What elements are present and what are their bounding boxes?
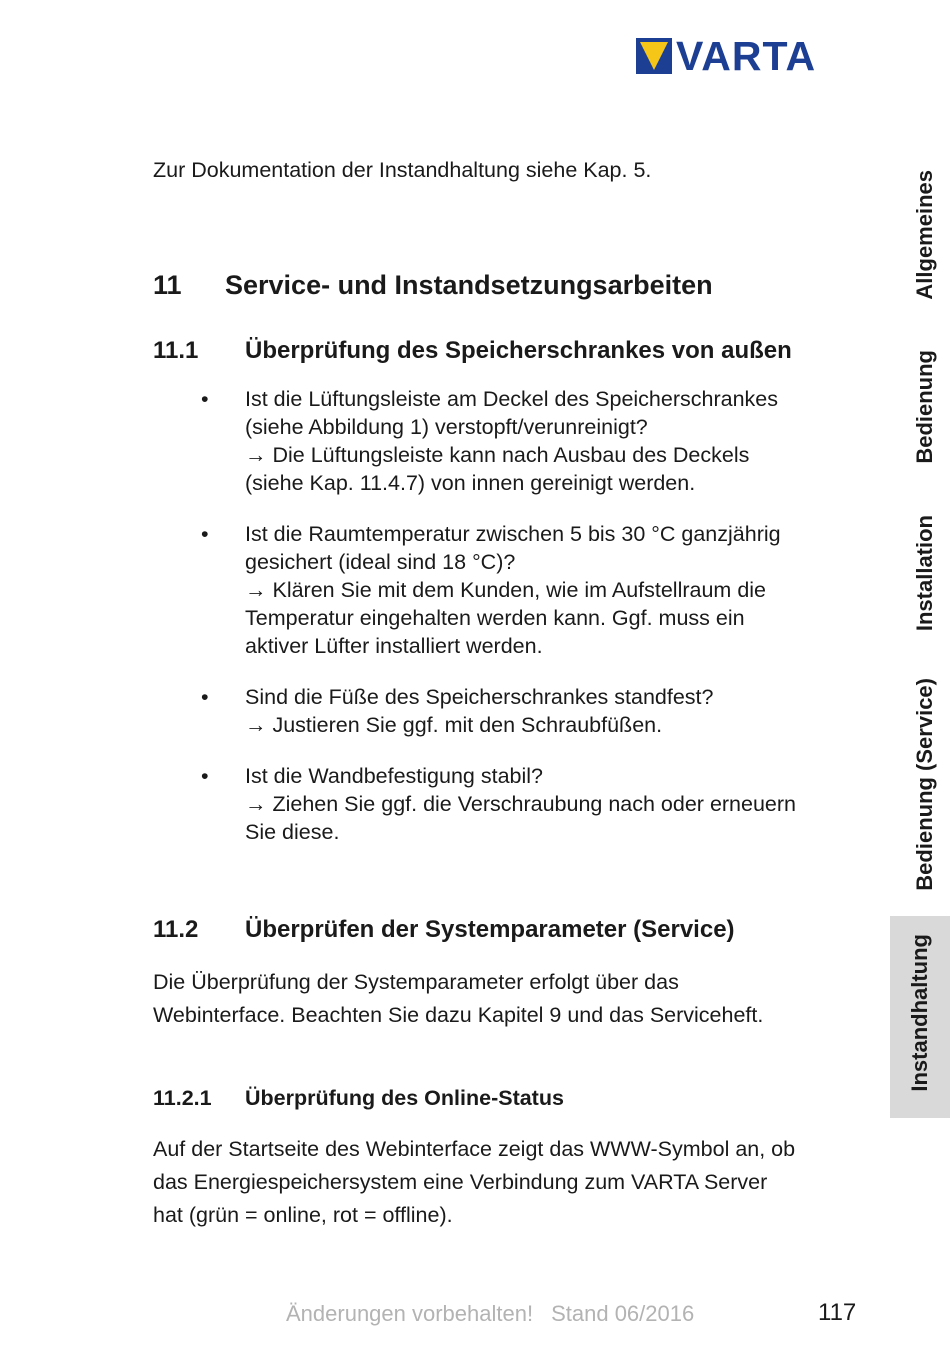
varta-logo (636, 33, 848, 79)
paragraph-line: Auf der Startseite des Webinterface zeigt das WWW-Symbol an, ob (153, 1137, 796, 1161)
tab-instandhaltung-label: Instandhaltung (907, 934, 932, 1092)
varta-logo-icon (636, 38, 672, 74)
tab-instandhaltung[interactable] (890, 916, 950, 1118)
bullet-line: aktiver Lüfter installiert werden. (245, 634, 543, 658)
section-11-2-paragraph (153, 966, 853, 1032)
paragraph-line: hat (grün = online, rot = offline). (153, 1203, 453, 1227)
section-11-2-1-title: Überprüfung des Online-Status (245, 1086, 564, 1110)
bullet-line: gesichert (ideal sind 18 °C)? (245, 550, 516, 574)
section-11-heading (153, 270, 713, 301)
intro-text: Zur Dokumentation der Instandhaltung siehe Kap. 5. (153, 158, 652, 182)
paragraph-line: Die Überprüfung der Systemparameter erfolgt über das (153, 970, 679, 994)
bullet-line: (siehe Abbildung 1) verstopft/verunreinigt? (245, 415, 648, 439)
footer-date: Stand 06/2016 (551, 1301, 695, 1326)
section-11-1-number: 11.1 (153, 337, 199, 364)
section-11-2-1-paragraph (153, 1133, 853, 1232)
bullet-marker: • (201, 387, 209, 411)
checklist-item (153, 762, 853, 846)
tab-allgemeines-label: Allgemeines (912, 170, 937, 300)
paragraph-line: Webinterface. Beachten Sie dazu Kapitel 9 und das Serviceheft. (153, 1003, 764, 1027)
tab-bedienung-label: Bedienung (912, 350, 937, 464)
bullet-line: Sind die Füße des Speicherschrankes standfest? (245, 685, 714, 709)
bullet-line: → Ziehen Sie ggf. die Verschraubung nach oder erneuern (245, 792, 797, 816)
bullet-line: Sie diese. (245, 820, 340, 844)
checklist-item (153, 520, 853, 660)
page-number: 117 (818, 1299, 857, 1326)
section-11-1-title: Überprüfung des Speicherschrankes von außen (245, 337, 792, 364)
tab-allgemeines[interactable] (905, 170, 945, 312)
section-11-2-number: 11.2 (153, 916, 199, 943)
bullet-line: → Die Lüftungsleiste kann nach Ausbau des Deckels (245, 443, 750, 467)
checklist (153, 385, 853, 869)
tab-bedienung[interactable] (905, 350, 945, 475)
varta-logo-text: VARTA (676, 33, 817, 79)
checklist-item (153, 683, 853, 739)
tab-installation-label: Installation (912, 515, 937, 632)
section-11-2-1-number: 11.2.1 (153, 1086, 212, 1110)
section-11-number: 11 (153, 270, 182, 300)
bullet-line: Ist die Wandbefestigung stabil? (245, 764, 543, 788)
section-11-2-heading (153, 916, 735, 944)
paragraph-line: das Energiespeichersystem eine Verbindung zum VARTA Server (153, 1170, 768, 1194)
bullet-line: Ist die Raumtemperatur zwischen 5 bis 30 °C ganzjährig (245, 522, 781, 546)
bullet-line: (siehe Kap. 11.4.7) von innen gereinigt werden. (245, 471, 696, 495)
tab-bedienung-service-label: Bedienung (Service) (912, 678, 937, 891)
bullet-marker: • (201, 764, 209, 788)
bullet-marker: • (201, 685, 209, 709)
footer-note (286, 1301, 694, 1327)
bullet-line: Temperatur eingehalten werden kann. Ggf. muss ein (245, 606, 745, 630)
tab-installation[interactable] (905, 515, 945, 640)
checklist-item (153, 385, 853, 497)
section-11-2-title: Überprüfen der Systemparameter (Service) (245, 916, 735, 943)
bullet-marker: • (201, 522, 209, 546)
bullet-line: Ist die Lüftungsleiste am Deckel des Speicherschrankes (245, 387, 778, 411)
section-11-1-heading (153, 337, 792, 365)
bullet-line: → Justieren Sie ggf. mit den Schraubfüßen. (245, 713, 663, 737)
bullet-line: → Klären Sie mit dem Kunden, wie im Aufstellraum die (245, 578, 767, 602)
section-11-title: Service- und Instandsetzungsarbeiten (225, 270, 713, 300)
footer-disclaimer: Änderungen vorbehalten! (286, 1301, 534, 1326)
section-11-2-1-heading (153, 1086, 564, 1111)
tab-bedienung-service[interactable] (905, 678, 945, 900)
